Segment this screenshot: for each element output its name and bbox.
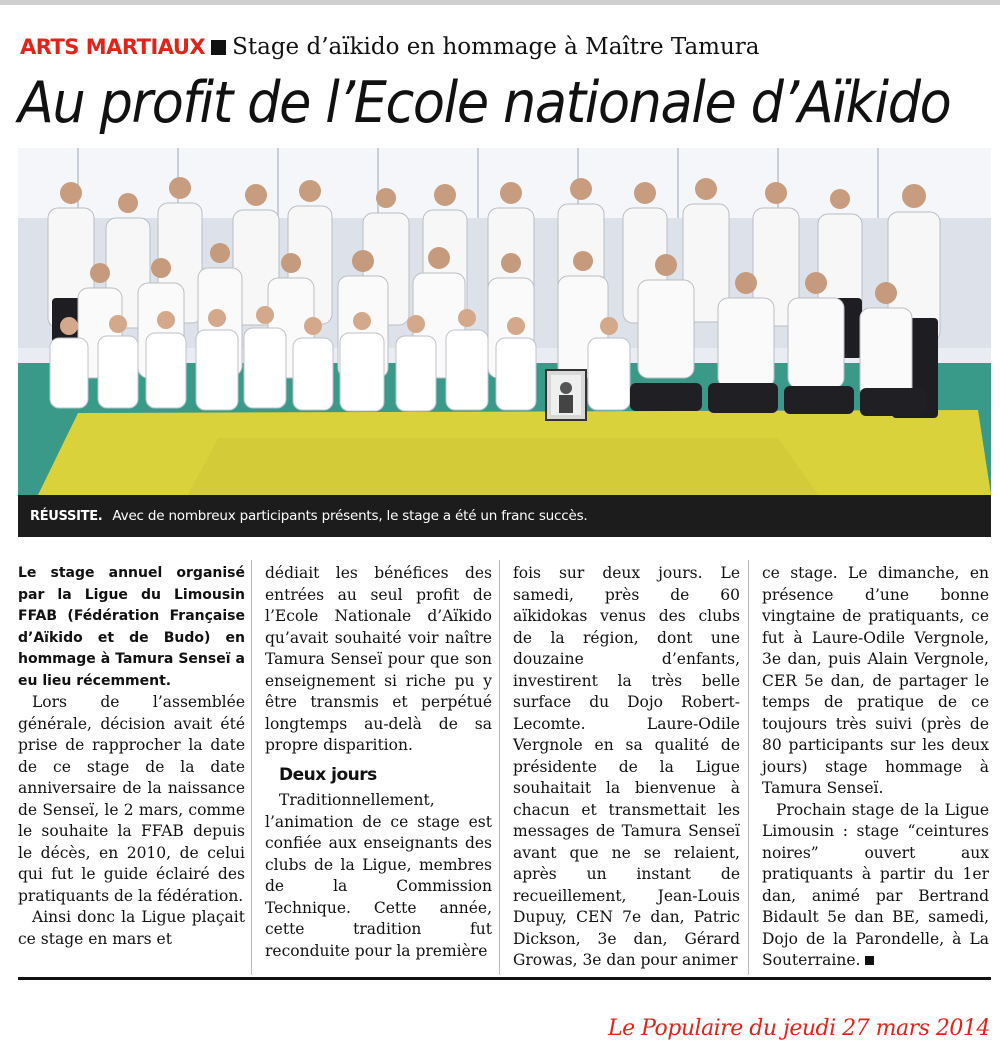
article-column-3 — [513, 563, 740, 972]
caption-label: RÉUSSITE. — [30, 508, 103, 524]
kicker-line — [20, 32, 760, 62]
article-paragraph-final — [762, 800, 989, 972]
article-subhead: Deux jours — [279, 764, 377, 785]
article-column-1 — [18, 563, 245, 950]
bottom-rule — [18, 977, 991, 980]
kicker-text: Stage d’aïkido en hommage à Maître Tamura — [232, 34, 760, 60]
article-paragraph: Traditionnellement, l’animation de ce stage est confiée aux enseignants des clubs de la Ligue, membres de la Commission Technique. Cette année, cette tradition fut reconduite pour la première — [265, 791, 492, 960]
caption-text: Avec de nombreux participants présents, le stage a été un franc succès. — [112, 508, 588, 524]
article-paragraph: Ainsi donc la Ligue plaçait ce stage en mars et — [18, 908, 245, 948]
final-paragraph-text: Prochain stage de la Ligue Limousin : stage “ceintures noires” ouvert aux pratiquants à partir du 1er dan, animé par Bertrand Bidault 5e dan BE, samedi, Dojo de la Parondelle, à La Souterraine. — [762, 800, 989, 969]
column-divider — [748, 560, 749, 975]
framed-portrait — [546, 370, 586, 420]
end-square-icon — [865, 956, 874, 965]
column-divider — [499, 560, 500, 975]
square-bullet-icon — [211, 40, 226, 55]
section-rubric: ARTS MARTIAUX — [20, 35, 206, 59]
column-divider — [251, 560, 252, 975]
article-headline: Au profit de l’Ecole nationale d’Aïkido — [18, 70, 951, 136]
photo-caption — [18, 495, 991, 537]
source-note: Le Populaire du jeudi 27 mars 2014 — [608, 1016, 990, 1041]
article-paragraph: fois sur deux jours. Le samedi, près de 60 aïkidokas venus des clubs de la région, dont une douzaine d’enfants, investirent la très belle surface du Dojo Robert-Lecomte. Laure-Odile Vergnole en sa qualité de présidente de la Ligue souhaitait la bienvenue à chacun et transmettait les messages de Tamura Senseï avant que ne se relaient, après un instant de recueillement, Jean-Louis Dupuy, CEN 7e dan, Patric Dickson, 3e dan, Gérard Growas, 3e dan pour animer — [513, 564, 740, 969]
article-column-4 — [762, 563, 989, 972]
article-paragraph: dédiait les bénéfices des entrées au seul profit de l’Ecole Nationale d’Aïkido qu’avait souhaité voir naître Tamura Senseï pour que son enseignement si riche pu y être transmis et perpétué longtemps au-delà de sa propre disparition. — [265, 564, 492, 754]
article-lead: Le stage annuel organisé par la Ligue du Limousin FFAB (Fédération Française d’Aïkido et de Budo) en hommage à Tamura Senseï a eu lieu récemment. — [18, 565, 245, 689]
article-paragraph: Lors de l’assemblée générale, décision avait été prise de rapprocher la date de ce stage de la date anniversaire de la naissance de Senseï, le 2 mars, comme le souhaite la FFAB depuis le décès, en 2010, de celui qui fut le guide éclairé des pratiquants de la fédération. — [18, 693, 245, 905]
article-column-2 — [265, 563, 492, 962]
top-edge-strip — [0, 0, 1000, 5]
group-photo-illustration — [18, 148, 991, 495]
article-paragraph: ce stage. Le dimanche, en présence d’une bonne vingtaine de pratiquants, ce fut à Laure-Odile Vergnole, 3e dan, puis Alain Vergnole, CER 5e dan, de partager le temps de pratique de ce toujours très suivi (près de 80 participants sur les deux jours) stage hommage à Tamura Senseï. — [762, 564, 989, 797]
group-photo — [18, 148, 991, 495]
